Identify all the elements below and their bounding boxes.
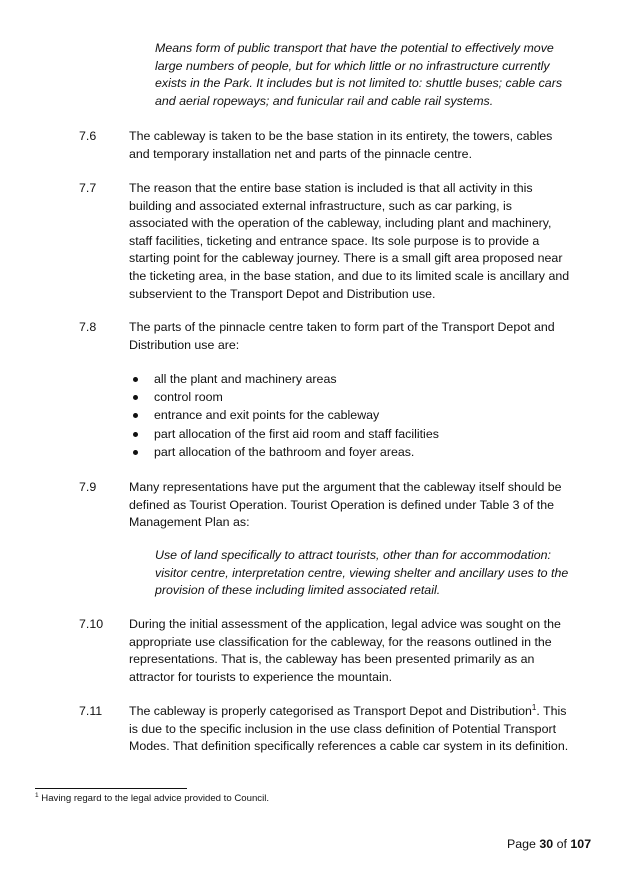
page-separator: of [553, 837, 571, 851]
footnote-divider [35, 788, 187, 789]
bullet-icon [133, 377, 138, 382]
paragraph-text: . This [536, 704, 567, 718]
list-item-text: part allocation of the first aid room and staff facilities [154, 426, 439, 441]
paragraph-line: and temporary installation net and parts of the pinnacle centre. [129, 146, 473, 161]
paragraph-number-7-9: 7.9 [79, 480, 97, 494]
paragraph-line: Many representations have put the argument that the cableway itself should be [129, 480, 562, 494]
quote-line: visitor centre, interpretation centre, viewing shelter and ancillary uses to the [155, 565, 569, 580]
quote-line: Means form of public transport that have the potential to effectively move [155, 41, 554, 55]
paragraph-line: attractor for tourists to experience the mountain. [129, 669, 393, 684]
list-item [129, 444, 439, 462]
list-item-text: part allocation of the bathroom and foyer areas. [154, 444, 415, 459]
paragraph-line: The parts of the pinnacle centre taken to form part of the Transport Depot and [129, 320, 555, 334]
quote-tourist-operation [155, 547, 568, 600]
paragraph-line: appropriate use classification for the cableway, for the reasons outlined in the [129, 634, 552, 649]
paragraph-line: building and associated external infrastructure, such as car parking, is [129, 198, 512, 213]
paragraph-line: starting point for the cableway journey. There is a small gift area proposed near [129, 251, 563, 266]
page-label: Page [507, 837, 540, 851]
paragraph-line: Modes. That definition specifically references a cable car system in its definition. [129, 739, 569, 754]
list-item [129, 389, 439, 407]
list-item-text: all the plant and machinery areas [154, 372, 337, 386]
page-current: 30 [539, 837, 554, 851]
paragraph-text: The cableway is properly categorised as Transport Depot and Distribution [129, 704, 532, 718]
paragraph-line: defined as Tourist Operation. Tourist Operation is defined under Table 3 of the [129, 497, 554, 512]
footnote-text: Having regard to the legal advice provided to Council. [38, 793, 270, 804]
bullet-icon [133, 432, 138, 437]
paragraph-number-7-6: 7.6 [79, 129, 97, 143]
paragraph-line: the ticketing area, in the base station, and due to its limited scale is ancillary and [129, 268, 570, 283]
paragraph-number-7-11: 7.11 [79, 704, 103, 718]
paragraph-line: subservient to the Transport Depot and Distribution use. [129, 286, 436, 301]
paragraph-line [129, 703, 568, 721]
paragraph-7-11 [129, 703, 568, 756]
paragraph-line: The cableway is taken to be the base station in its entirety, the towers, cables [129, 129, 553, 143]
list-item [129, 371, 439, 389]
paragraph-line: is due to the specific inclusion in the use class definition of Potential Transport [129, 721, 557, 736]
paragraph-7-6 [129, 128, 552, 163]
paragraph-number-7-7: 7.7 [79, 181, 97, 195]
paragraph-7-9 [129, 479, 562, 532]
quote-line: and aerial ropeways; and funicular rail and cable rail systems. [155, 93, 494, 108]
quote-line: Use of land specifically to attract tourists, other than for accommodation: [155, 548, 551, 562]
paragraph-number-7-8: 7.8 [79, 320, 97, 334]
list-item [129, 426, 439, 444]
paragraph-line: The reason that the entire base station is included is that all activity in this [129, 181, 533, 195]
quote-potential-transport-modes [155, 40, 562, 110]
bullet-icon [133, 395, 138, 400]
page-total: 107 [570, 837, 592, 851]
quote-line: provision of these including limited associated retail. [155, 583, 441, 598]
paragraph-line: Management Plan as: [129, 515, 250, 530]
quote-line: exists in the Park. It includes but is not limited to: shuttle buses; cable cars [155, 76, 563, 91]
bullet-icon [133, 450, 138, 455]
paragraph-line: staff facilities, ticketing and entrance space. Its sole purpose is to provide a [129, 233, 540, 248]
list-item-text: entrance and exit points for the cableway [154, 408, 380, 423]
paragraph-number-7-10: 7.10 [79, 617, 104, 631]
footnote-marker: 1 [35, 791, 39, 799]
paragraph-line: During the initial assessment of the application, legal advice was sought on the [129, 617, 561, 631]
list-item [129, 407, 439, 425]
page-number [507, 836, 591, 854]
footnote-reference[interactable]: 1 [531, 702, 537, 712]
paragraph-line: associated with the operation of the cableway, including plant and machinery, [129, 216, 552, 231]
quote-line: large numbers of people, but for which little or no infrastructure currently [155, 58, 550, 73]
paragraph-7-8 [129, 319, 555, 354]
list-item-text: control room [154, 390, 223, 405]
pinnacle-centre-parts-list [129, 371, 439, 462]
paragraph-line: Distribution use are: [129, 337, 240, 352]
paragraph-line: representations. That is, the cableway has been presented primarily as an [129, 652, 535, 667]
paragraph-7-10 [129, 616, 561, 686]
paragraph-7-7 [129, 180, 569, 303]
footnote [35, 792, 269, 805]
bullet-icon [133, 413, 138, 418]
